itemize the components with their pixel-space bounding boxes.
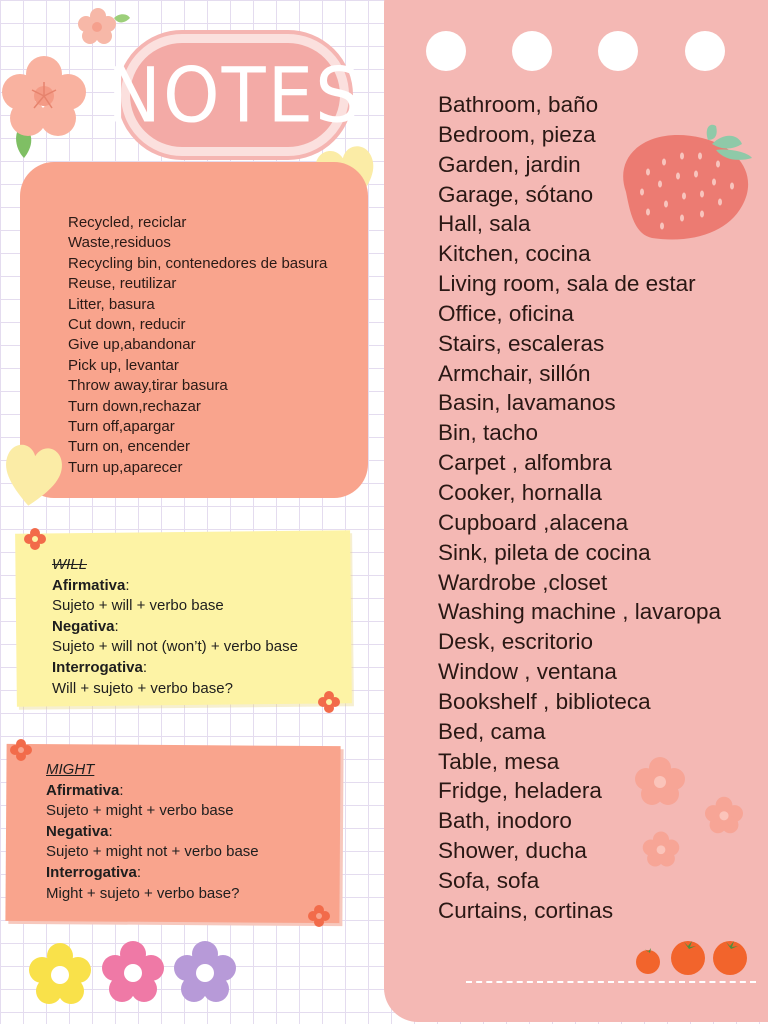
list-item: Bookshelf , biblioteca xyxy=(438,688,651,714)
list-item: Garden, jardin xyxy=(438,151,581,177)
binder-hole xyxy=(426,31,466,71)
list-item: Kitchen, cocina xyxy=(438,241,591,267)
list-item: Basin, lavamanos xyxy=(438,390,616,416)
might-heading: MIGHT xyxy=(46,761,95,778)
list-item: Window , ventana xyxy=(438,659,617,685)
dashed-divider xyxy=(466,981,756,983)
list-item: Pick up, levantar xyxy=(68,356,179,374)
list-item: Cooker, hornalla xyxy=(438,479,602,505)
list-item: Recycled, reciclar xyxy=(68,214,187,231)
notes-badge-inner xyxy=(107,43,363,147)
flower-icon xyxy=(10,739,32,761)
binder-hole xyxy=(512,31,552,71)
list-item: Garage, sótano xyxy=(438,181,594,207)
will-negativa: Sujeto + will not (won’t) + verbo base xyxy=(52,638,298,656)
list-item: Wardrobe ,closet xyxy=(438,569,608,595)
list-item: Cupboard ,alacena xyxy=(438,509,629,535)
might-afirmativa: Sujeto + might + verbo base xyxy=(46,802,234,820)
flower-icon xyxy=(24,528,46,550)
daisy-icon xyxy=(100,940,166,1004)
list-item: Turn on, encender xyxy=(68,438,191,456)
flower-icon xyxy=(308,905,330,927)
binder-hole xyxy=(685,31,725,71)
list-item: Washing machine , lavaropa xyxy=(438,599,722,625)
might-negativa: Sujeto + might not + verbo base xyxy=(46,843,259,861)
list-item: Reuse, reutilizar xyxy=(68,275,177,293)
list-item: Bathroom, baño xyxy=(438,92,599,117)
list-item: Recycling bin, contenedores de basura xyxy=(68,254,328,272)
small-flower-icon xyxy=(74,6,130,50)
binder-hole xyxy=(598,31,638,71)
might-grammar-text xyxy=(46,760,259,904)
might-negativa-label: Negativa: xyxy=(46,822,113,840)
list-item: Hall, sala xyxy=(438,211,531,237)
list-item: Bath, inodoro xyxy=(438,808,572,834)
list-item: Cut down, reducir xyxy=(68,316,186,334)
list-item: Fridge, heladera xyxy=(438,778,602,804)
orange-fruit-icon xyxy=(632,938,752,974)
list-item: Give up,abandonar xyxy=(68,336,196,354)
will-afirmativa: Sujeto + will + verbo base xyxy=(52,597,224,615)
will-interrogativa-label: Interrogativa: xyxy=(52,658,148,676)
list-item: Bedroom, pieza xyxy=(438,121,596,147)
list-item: Bed, cama xyxy=(438,718,546,744)
list-item: Carpet , alfombra xyxy=(438,450,612,476)
list-item: Litter, basura xyxy=(68,295,155,313)
list-item: Office, oficina xyxy=(438,300,574,326)
pale-flower-icon xyxy=(634,756,686,806)
list-item: Living room, sala de estar xyxy=(438,271,696,297)
list-item: Waste,residuos xyxy=(68,234,171,252)
flower-icon xyxy=(318,691,340,713)
heart-icon xyxy=(0,436,66,510)
list-item: Stairs, escaleras xyxy=(438,330,605,356)
page-title: NOTES xyxy=(107,50,363,140)
list-item: Bin, tacho xyxy=(438,420,539,446)
might-interrogativa: Might + sujeto + verbo base? xyxy=(46,884,240,902)
list-item: Shower, ducha xyxy=(438,838,587,864)
list-item: Turn off,apargar xyxy=(68,418,175,436)
will-negativa-label: Negativa: xyxy=(52,617,119,635)
list-item: Sofa, sofa xyxy=(438,867,540,893)
will-interrogativa: Will + sujeto + verbo base? xyxy=(52,679,233,697)
list-item: Turn up,aparecer xyxy=(68,458,183,476)
daisy-icon xyxy=(172,940,238,1004)
list-item: Table, mesa xyxy=(438,748,560,774)
might-afirmativa-label: Afirmativa: xyxy=(46,781,124,799)
pale-flower-icon xyxy=(704,796,744,834)
might-interrogativa-label: Interrogativa: xyxy=(46,863,142,881)
large-flower-icon xyxy=(2,54,92,158)
list-item: Armchair, sillón xyxy=(438,360,591,386)
list-item: Desk, escritorio xyxy=(438,629,594,655)
will-heading: WILL xyxy=(52,556,88,573)
list-item: Sink, pileta de cocina xyxy=(438,539,651,565)
will-afirmativa-label: Afirmativa: xyxy=(52,576,130,594)
list-item: Turn down,rechazar xyxy=(68,397,201,415)
daisy-icon xyxy=(28,942,92,1006)
phrasal-verbs-list xyxy=(68,213,327,478)
will-grammar-text xyxy=(52,555,298,699)
pale-flower-icon xyxy=(642,830,680,868)
list-item: Throw away,tirar basura xyxy=(68,377,228,395)
list-item: Curtains, cortinas xyxy=(438,897,614,923)
